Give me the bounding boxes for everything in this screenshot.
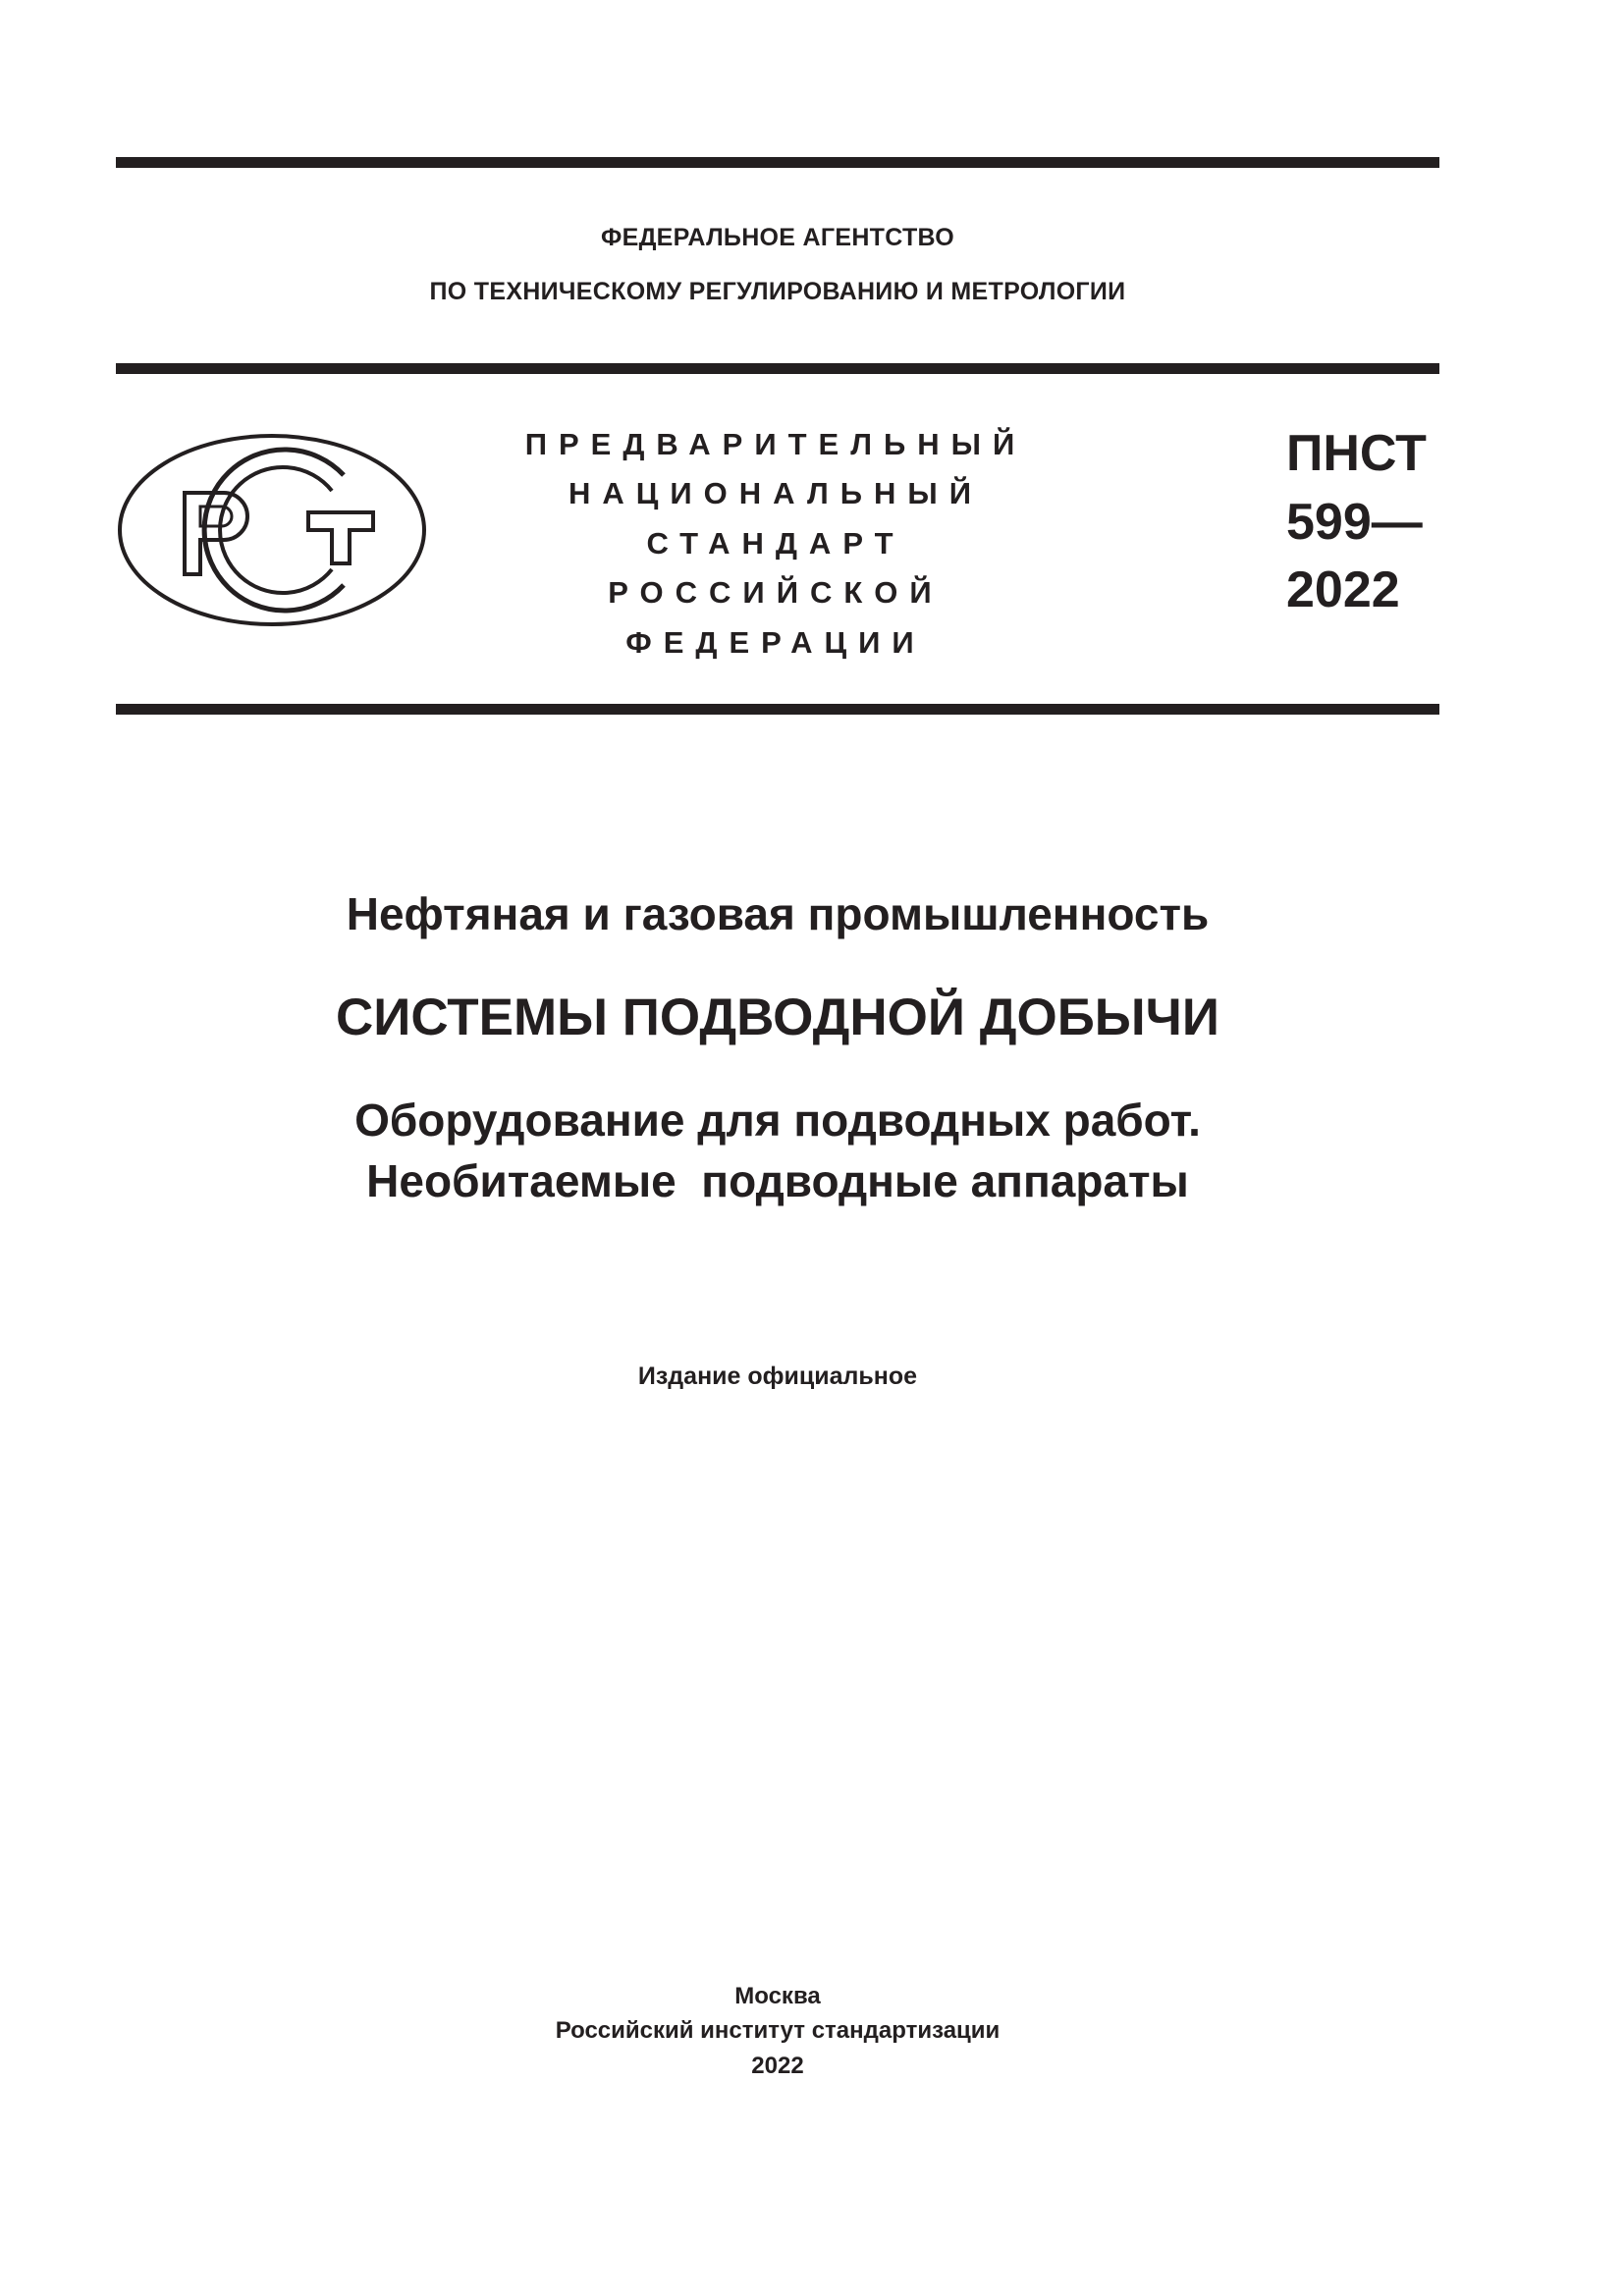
middle-rule [116,363,1439,374]
title-industry: Нефтяная и газовая промышленность [346,888,1210,939]
designation-line-5: ФЕДЕРАЦИИ [625,625,926,660]
standard-number: 599— [1286,494,1423,551]
standard-prefix: ПНСТ [1286,425,1427,482]
designation-line-4: РОССИЙСКОЙ [608,575,944,610]
title-subtitle-1: Оборудование для подводных работ. [354,1095,1201,1146]
bottom-rule [116,704,1439,715]
designation-line-1: ПРЕДВАРИТЕЛЬНЫЙ [524,427,1027,461]
imprint-year: 2022 [751,2053,804,2079]
title-system: СИСТЕМЫ ПОДВОДНОЙ ДОБЫЧИ [335,988,1220,1046]
gost-r-logo-icon [116,432,428,628]
designation-line-3: СТАНДАРТ [646,526,905,561]
agency-line-2: ПО ТЕХНИЧЕСКОМУ РЕГУЛИРОВАНИЮ И МЕТРОЛОГИИ [429,278,1126,305]
edition-label: Издание официальное [637,1362,918,1390]
title-subtitle-2: Необитаемые подводные аппараты [366,1155,1189,1206]
top-rule [116,157,1439,168]
imprint-publisher: Российский институт стандартизации [555,2017,1001,2044]
standard-year: 2022 [1286,561,1400,618]
imprint-city: Москва [734,1983,821,2009]
designation-line-2: НАЦИОНАЛЬНЫЙ [568,476,984,510]
agency-line-1: ФЕДЕРАЛЬНОЕ АГЕНТСТВО [600,224,955,251]
